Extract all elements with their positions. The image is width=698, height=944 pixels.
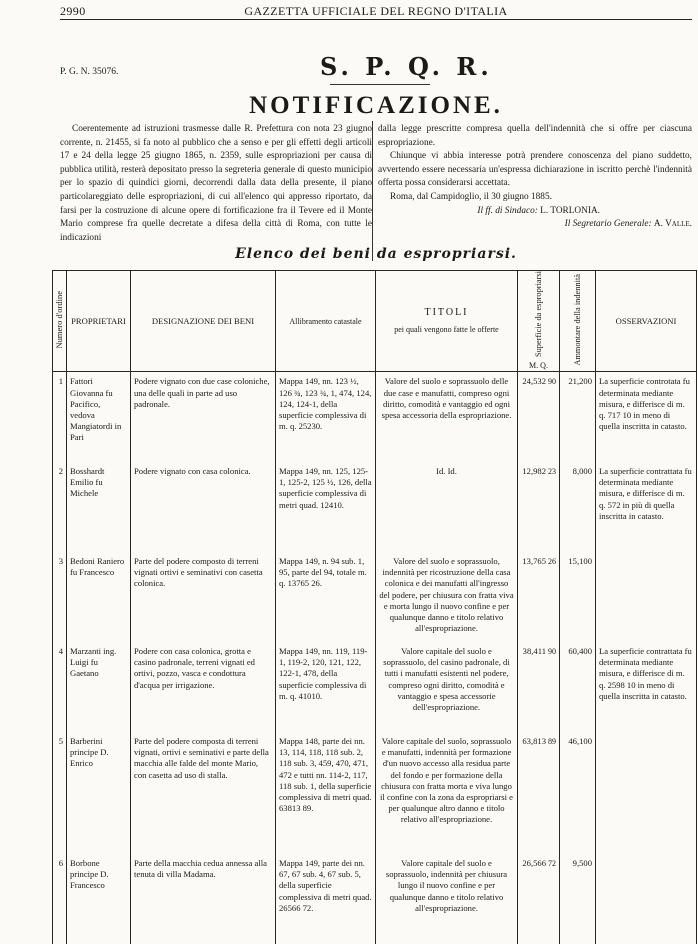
- row-owners: Borbone principe D. Francesco: [67, 854, 131, 944]
- row-number: 4: [53, 642, 67, 732]
- row-designation: Parte della macchia cedua annessa alla tenuta di villa Madama.: [131, 854, 276, 944]
- header-surface-unit: M. Q.: [529, 361, 548, 371]
- row-amount: 46,100: [560, 732, 596, 854]
- row-number: 2: [53, 462, 67, 552]
- secretary-signature: Il Segretario Generale: A. Valle.: [564, 219, 692, 230]
- row-titles: Valore capitale del suolo e soprassuolo, indennità per chiusura lungo il nuovo confine e per qualunque danno e titolo relativo all'espropriazione.: [376, 854, 518, 944]
- row-number: 1: [53, 372, 67, 462]
- row-surface: [518, 372, 560, 462]
- column-divider: [372, 121, 373, 261]
- mayor-role: Il ff. di Sindaco: [477, 205, 535, 216]
- header-amount: Ammontare della indennità: [560, 271, 596, 372]
- row-owners: Barberini principe D. Enrico: [67, 732, 131, 854]
- table-row: [53, 732, 697, 854]
- header-surface-label: Superficie da espropriarsi: [533, 271, 543, 358]
- row-surface: [518, 552, 560, 642]
- row-owners: Marzanti ing. Luigi fu Gaetano: [67, 642, 131, 732]
- row-notes: La superficie contrattata fu determinata mediante misura, e differisce di m. q. 2598 10 in meno di quella inscritta in catasto.: [596, 642, 697, 732]
- row-amount: 9,500: [560, 854, 596, 944]
- header-rule: [60, 19, 692, 20]
- surface-integer: 38,411: [522, 645, 546, 656]
- row-titles: Valore del suolo e soprassuolo delle due case e manufatti, compreso ogni diritto, comodità e vantaggio ed ogni spesa accessoria della espropriazione.: [376, 372, 518, 462]
- header-num: Numero d'ordine: [53, 271, 67, 372]
- secretary-role: Il Segretario Generale: [564, 219, 649, 230]
- row-number: 3: [53, 552, 67, 642]
- notice-intro-continuation: dalla legge prescritte compresa quella dell'indennità che si offre per ciascuna espropriazione.: [378, 124, 692, 148]
- row-owners: Bosshardt Emilio fu Michele: [67, 462, 131, 552]
- row-designation: Podere con casa colonica, grotta e casino padronale, terreni vignati ed ortivi, pozzo, vasca e condottura d'acqua per irrigazione.: [131, 642, 276, 732]
- row-notes: La superficie contrattata fu determinata mediante misura, e differisce di m. q. 572 in più di quella inscritta in catasto.: [596, 462, 697, 552]
- row-owners: Fattori Giovanna fu Pacifico, vedova Mangiatordi in Pari: [67, 372, 131, 462]
- surface-integer: 12,982: [522, 465, 546, 476]
- header-titles-sub: pei quali vengono fatte le offerte: [394, 325, 499, 335]
- surface-integer: 26,566: [522, 857, 546, 868]
- row-surface: [518, 732, 560, 854]
- header-owners: PROPRIETARI: [67, 271, 131, 372]
- row-cadastral: Mappa 148, parte dei nn. 13, 114, 118, 118 sub. 2, 118 sub. 3, 459, 470, 471, 472 e tutti nn. 114-2, 117, 118 sub. 1, della superficie complessiva di metri quad. 63813 89.: [276, 732, 376, 854]
- table-row: [53, 462, 697, 552]
- row-notes: [596, 854, 697, 944]
- row-titles: Valore del suolo e soprassuolo, indennità per ricostruzione della casa colonica e dei manufatti all'ingresso del podere, per chiusura con fratta viva e morta lungo il nuovo confine e per qualunque danno e titolo relativo all'espropriazione.: [376, 552, 518, 642]
- row-amount: 15,100: [560, 552, 596, 642]
- secretary-name: A. Valle.: [653, 219, 692, 230]
- row-surface: [518, 642, 560, 732]
- header-titles-main: TITOLI: [424, 307, 469, 319]
- row-titles: Id. Id.: [376, 462, 518, 552]
- row-surface: [518, 462, 560, 552]
- header-cadastral: Allibramento catastale: [276, 271, 376, 372]
- surface-decimals: 26: [548, 556, 556, 566]
- row-number: 6: [53, 854, 67, 944]
- row-amount: 60,400: [560, 642, 596, 732]
- table-row: [53, 372, 697, 462]
- row-titles: Valore capitale del suolo, soprassuolo e manufatti, indennità per formazione d'un nuovo accesso alla residua parte del fondo e per formazione della chiusura con fratta morta e viva lungo il confine con la zona da espropriarsi e per qualunque altro danno e titolo relativo all'espropriazione.: [376, 732, 518, 854]
- table-row: [53, 854, 697, 944]
- row-cadastral: Mappa 149, nn. 125, 125-1, 125-2, 125 ½, 126, della superficie complessiva di metri quad. 12410.: [276, 462, 376, 552]
- row-amount: 8,000: [560, 462, 596, 552]
- row-cadastral: Mappa 149, parte dei nn. 67, 67 sub. 4, 67 sub. 5, della superficie complessiva di metri quad. 26566 72.: [276, 854, 376, 944]
- row-owners: Bedoni Raniero fu Francesco: [67, 552, 131, 642]
- table-row: [53, 642, 697, 732]
- surface-decimals: 72: [548, 858, 556, 868]
- row-designation: Podere vignato con due case coloniche, una delle quali in parte ad uso padronale.: [131, 372, 276, 462]
- gazette-title: GAZZETTA UFFICIALE DEL REGNO D'ITALIA: [244, 4, 508, 18]
- protocol-reference: P. G. N. 35076.: [60, 67, 119, 77]
- notice-heading: NOTIFICAZIONE.: [249, 92, 503, 119]
- row-titles: Valore capitale del suolo e soprassuolo, del casino padronale, di tutti i manufatti esistenti nel podere, compreso ogni diritto, comodità e vantaggio e spesa accessorie dell'espropriazione.: [376, 642, 518, 732]
- row-amount: 21,200: [560, 372, 596, 462]
- expropriation-table: [52, 270, 697, 944]
- notice-intro-left: Coerentemente ad istruzioni trasmesse dalle R. Prefettura con nota 23 giugno corrente, n. 21455, si fa noto al pubblico che a senso e per gli effetti degli articoli 17 e 24 della legge 25 giugno 1865, n. 2359, sulle espropriazioni per causa di pubblica utilità, resterà depositato presso la segreteria generale di questo municipio per lo spazio di quindici giorni, decorrendi dalla data della presente, il piano particolareggiato delle espropriazioni, di cui all'elenco qui appresso riportato, da farsi per la costruzione di alcune opere di fortificazione fra il Tevere ed il Monte Mario comprese fra quelle decretate a difesa della città di Roma, con tutte le indicazioni: [60, 124, 372, 243]
- notice-place-date: Roma, dal Campidoglio, il 30 giugno 1885.: [390, 191, 552, 202]
- row-designation: Parte del podere composto di terreni vignati ortivi e seminativi con casetta colonica.: [131, 552, 276, 642]
- list-title: Elenco dei beni da espropriarsi.: [235, 246, 517, 262]
- spqr-rule: [330, 84, 430, 85]
- running-header: [60, 4, 692, 20]
- surface-decimals: 90: [548, 646, 556, 656]
- row-notes: La superficie controtata fu determinata mediante misura, e differisce di m. q. 717 10 in meno di quella inscritta in catasto.: [596, 372, 697, 462]
- mayor-name: L. TORLONIA.: [540, 205, 600, 216]
- header-designation: DESIGNAZIONE DEI BENI: [131, 271, 276, 372]
- mayor-signature: Il ff. di Sindaco: L. TORLONIA.: [477, 205, 600, 216]
- surface-decimals: 89: [548, 736, 556, 746]
- notice-intro-paragraph-2: Chiunque vi abbia interesse potrà prendere conoscenza del piano suddetto, avvertendo essere necessaria un'espressa dichiarazione in iscritto perchè l'indennità offerta possa considerarsi accettata.: [378, 151, 692, 189]
- row-notes: [596, 732, 697, 854]
- row-designation: Podere vignato con casa colonica.: [131, 462, 276, 552]
- row-designation: Parte del podere composta di terreni vignati, ortivi e seminativi e parte della macchia alle falde del monte Mario, con casetta ad uso di stalla.: [131, 732, 276, 854]
- header-surface: [518, 271, 560, 372]
- row-cadastral: Mappa 149, nn. 123 ½, 126 ¾, 123 ¾, 1, 474, 124, 124, 124-1, della superficie complessiva di m. q. 25230.: [276, 372, 376, 462]
- row-cadastral: Mappa 149, nn. 119, 119-1, 119-2, 120, 121, 122, 122-1, 478, della superficie complessiva di m. q. 41010.: [276, 642, 376, 732]
- header-titles: [376, 271, 518, 372]
- row-number: 5: [53, 732, 67, 854]
- surface-integer: 13,765: [522, 555, 546, 566]
- surface-integer: 63,813: [522, 735, 546, 746]
- table-header-row: [53, 271, 697, 372]
- page-number: 2990: [60, 4, 86, 18]
- spqr-heading: S. P. Q. R.: [320, 52, 493, 81]
- row-notes: [596, 552, 697, 642]
- surface-decimals: 23: [548, 466, 556, 476]
- surface-decimals: 90: [548, 377, 556, 387]
- surface-integer: 24,532: [522, 376, 546, 387]
- row-surface: [518, 854, 560, 944]
- notice-intro-right: [378, 123, 692, 263]
- table-row: [53, 552, 697, 642]
- row-cadastral: Mappa 149, n. 94 sub. 1, 95, parte del 94, totale m. q. 13765 26.: [276, 552, 376, 642]
- header-notes: OSSERVAZIONI: [596, 271, 697, 372]
